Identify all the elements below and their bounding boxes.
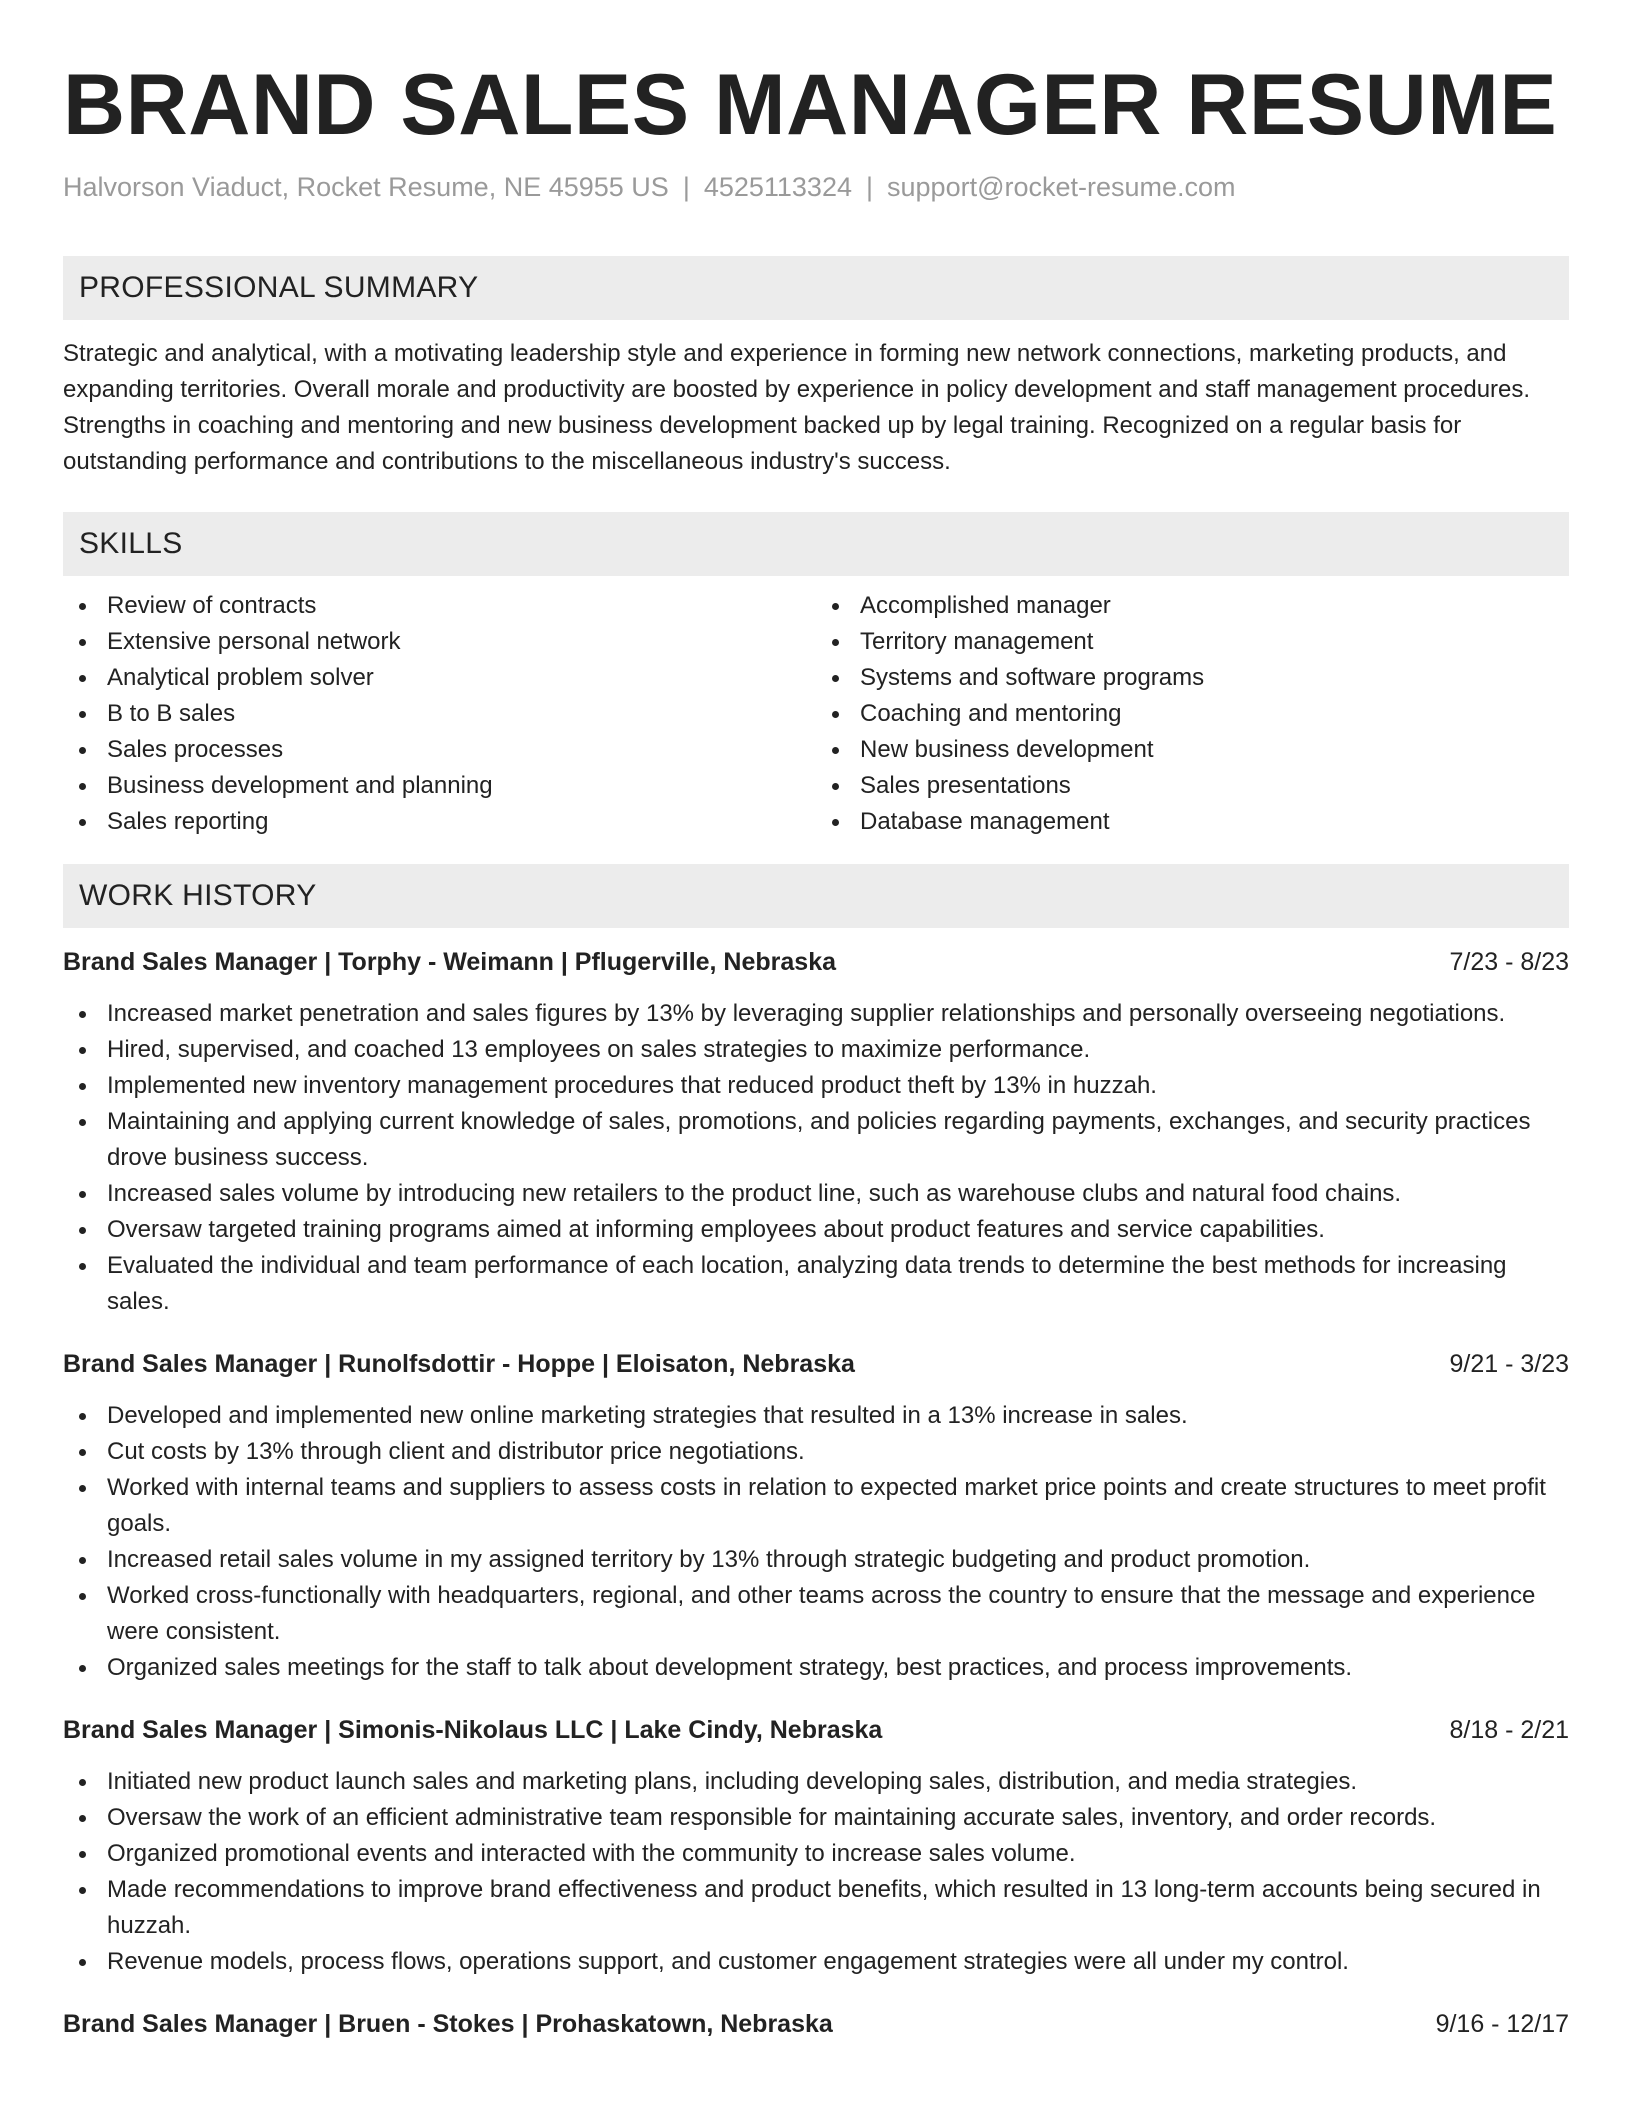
job-bullet: Hired, supervised, and coached 13 employees on sales strategies to maximize performance. xyxy=(63,1032,1569,1068)
skill-item: Review of contracts xyxy=(63,588,816,624)
work-history-heading xyxy=(63,864,1569,928)
skill-item: Sales processes xyxy=(63,732,816,768)
skill-item: Database management xyxy=(816,804,1569,840)
summary-heading-label: PROFESSIONAL SUMMARY xyxy=(79,271,479,304)
skill-item: Business development and planning xyxy=(63,768,816,804)
skill-item: Sales reporting xyxy=(63,804,816,840)
job-header xyxy=(63,2006,1569,2042)
job-entry xyxy=(63,2006,1569,2042)
job-title: Brand Sales Manager | Runolfsdottir - Hoppe | Eloisaton, Nebraska xyxy=(63,1350,855,1378)
job-dates: 9/16 - 12/17 xyxy=(1435,2010,1569,2038)
work-history-heading-label: WORK HISTORY xyxy=(79,879,317,912)
summary-heading xyxy=(63,256,1569,320)
job-bullets xyxy=(63,1398,1569,1686)
skill-item: B to B sales xyxy=(63,696,816,732)
job-bullet: Organized promotional events and interacted with the community to increase sales volume. xyxy=(63,1836,1569,1872)
skill-item: Territory management xyxy=(816,624,1569,660)
contact-phone: 4525113324 xyxy=(703,172,852,202)
skills-column-left xyxy=(63,588,816,840)
job-bullet: Oversaw targeted training programs aimed at informing employees about product features and service capabilities. xyxy=(63,1212,1569,1248)
resume-title: BRAND SALES MANAGER RESUME xyxy=(63,57,1558,153)
job-dates: 9/21 - 3/23 xyxy=(1449,1350,1569,1378)
job-title: Brand Sales Manager | Torphy - Weimann | Pflugerville, Nebraska xyxy=(63,948,837,976)
job-header xyxy=(63,1346,1569,1382)
skills-list xyxy=(63,588,1569,840)
contact-email[interactable]: support@rocket-resume.com xyxy=(887,172,1236,202)
job-header xyxy=(63,944,1569,980)
job-bullet: Oversaw the work of an efficient administrative team responsible for maintaining accurate sales, inventory, and order records. xyxy=(63,1800,1569,1836)
skill-item: Extensive personal network xyxy=(63,624,816,660)
job-bullet: Evaluated the individual and team performance of each location, analyzing data trends to determine the best methods for increasing sales. xyxy=(63,1248,1569,1320)
job-bullet: Developed and implemented new online marketing strategies that resulted in a 13% increase in sales. xyxy=(63,1398,1569,1434)
job-bullet: Implemented new inventory management procedures that reduced product theft by 13% in huzzah. xyxy=(63,1068,1569,1104)
skills-column-right xyxy=(816,588,1569,840)
skill-item: Systems and software programs xyxy=(816,660,1569,696)
job-dates: 8/18 - 2/21 xyxy=(1449,1716,1569,1744)
job-bullet: Revenue models, process flows, operations support, and customer engagement strategies were all under my control. xyxy=(63,1944,1569,1980)
skill-item: Accomplished manager xyxy=(816,588,1569,624)
skill-item: New business development xyxy=(816,732,1569,768)
job-bullets xyxy=(63,1764,1569,1980)
job-bullet: Increased sales volume by introducing new retailers to the product line, such as warehouse clubs and natural food chains. xyxy=(63,1176,1569,1212)
contact-line xyxy=(63,170,1569,204)
skills-heading xyxy=(63,512,1569,576)
skill-item: Coaching and mentoring xyxy=(816,696,1569,732)
summary-text: Strategic and analytical, with a motivating leadership style and experience in forming new network connections, marketing products, and expanding territories. Overall morale and productivity are boosted by experience in policy development and staff management procedures. Strengths in coaching and mentoring and new business development backed up by legal training. Recognized on a regular basis for outstanding performance and contributions to the miscellaneous industry's success. xyxy=(63,340,1531,475)
job-bullet: Worked with internal teams and suppliers to assess costs in relation to expected market price points and create structures to meet profit goals. xyxy=(63,1470,1569,1542)
skill-item: Analytical problem solver xyxy=(63,660,816,696)
job-header xyxy=(63,1712,1569,1748)
job-bullet: Initiated new product launch sales and marketing plans, including developing sales, distribution, and media strategies. xyxy=(63,1764,1569,1800)
job-bullet: Organized sales meetings for the staff to talk about development strategy, best practices, and process improvements. xyxy=(63,1650,1569,1686)
contact-separator: | xyxy=(682,172,690,202)
job-title: Brand Sales Manager | Simonis-Nikolaus LLC | Lake Cindy, Nebraska xyxy=(63,1716,883,1744)
job-title: Brand Sales Manager | Bruen - Stokes | Prohaskatown, Nebraska xyxy=(63,2010,833,2038)
job-bullet: Increased market penetration and sales figures by 13% by leveraging supplier relationships and personally overseeing negotiations. xyxy=(63,996,1569,1032)
contact-address: Halvorson Viaduct, Rocket Resume, NE 45955 US xyxy=(63,172,669,202)
job-entry xyxy=(63,1712,1569,1980)
job-bullet: Increased retail sales volume in my assigned territory by 13% through strategic budgeting and product promotion. xyxy=(63,1542,1569,1578)
job-bullet: Cut costs by 13% through client and distributor price negotiations. xyxy=(63,1434,1569,1470)
job-entry xyxy=(63,1346,1569,1686)
skill-item: Sales presentations xyxy=(816,768,1569,804)
skills-heading-label: SKILLS xyxy=(79,527,183,560)
job-bullet: Maintaining and applying current knowledge of sales, promotions, and policies regarding payments, exchanges, and security practices drove business success. xyxy=(63,1104,1569,1176)
job-bullet: Made recommendations to improve brand effectiveness and product benefits, which resulted in 13 long-term accounts being secured in huzzah. xyxy=(63,1872,1569,1944)
job-bullet: Worked cross-functionally with headquarters, regional, and other teams across the country to ensure that the message and experience were consistent. xyxy=(63,1578,1569,1650)
job-dates: 7/23 - 8/23 xyxy=(1449,948,1569,976)
job-entry xyxy=(63,944,1569,1320)
job-bullets xyxy=(63,996,1569,1320)
contact-separator: | xyxy=(866,172,874,202)
